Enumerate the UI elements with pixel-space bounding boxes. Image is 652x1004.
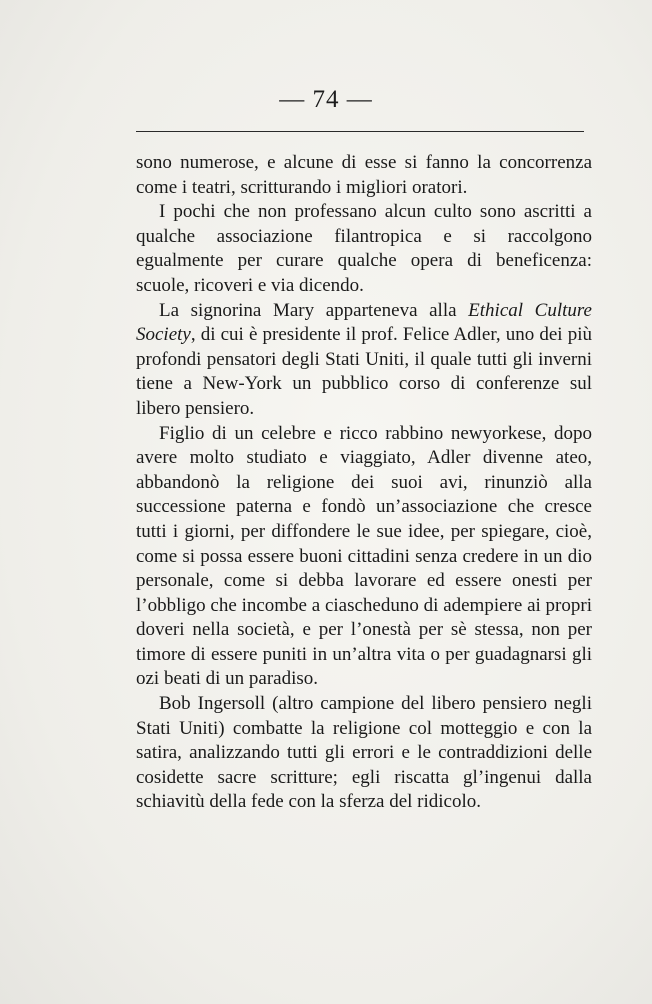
paragraph-4: Figlio di un celebre e ricco rabbino newyorkese, dopo avere molto studiato e viaggiato, Adler divenne ateo, abbandonò la religione dei suoi avi, rinunziò alla successione paterna e fondò un’associazione che cresce tutti i giorni, per diffondere le sue idee, per spiegare, cioè, come si possa essere buoni cittadini senza credere in un dio personale, come si debba lavorare ed essere onesti per l’obbligo che incombe a ciascheduno di adempiere ai propri doveri nella società, e per l’onestà per sè stessa, non per timore di essere puniti in un’altra vita o per guadagnarsi gli ozi beati di un paradiso. bbox=[136, 422, 592, 690]
paragraph-2: I pochi che non professano alcun culto sono ascritti a qualche associazione filantropica e si raccolgono egualmente per curare qualche opera di beneficenza: scuole, ricoveri e via dicendo. bbox=[136, 201, 592, 296]
header-rule bbox=[136, 131, 584, 132]
page-number-header: — 74 — bbox=[279, 86, 373, 113]
paragraph-1: sono numerose, e alcune di esse si fanno la concorrenza come i teatri, scritturando i migliori oratori. bbox=[136, 152, 592, 198]
paragraph-5: Bob Ingersoll (altro campione del libero pensiero negli Stati Uniti) combatte la religione col motteggio e con la satira, analizzando tutti gli errori e le contraddizioni delle cosidette sacre scritture; egli riscatta gl’ingenui dalla schiavitù della fede con la sferza del ridicolo. bbox=[136, 693, 592, 813]
paragraph-3-lead: La signorina Mary apparteneva alla bbox=[159, 299, 469, 321]
paragraph-3-rest: , di cui è presidente il prof. Felice Adler, uno dei più profondi pensatori degli Stati Uniti, il quale tutti gli inverni tiene a New-York un pubblico corso di conferenze sul libero pensiero. bbox=[136, 324, 592, 419]
paragraph-3 bbox=[136, 299, 592, 422]
body-text bbox=[136, 151, 592, 815]
society-name-italic: Ethical Culture Society bbox=[136, 299, 592, 346]
